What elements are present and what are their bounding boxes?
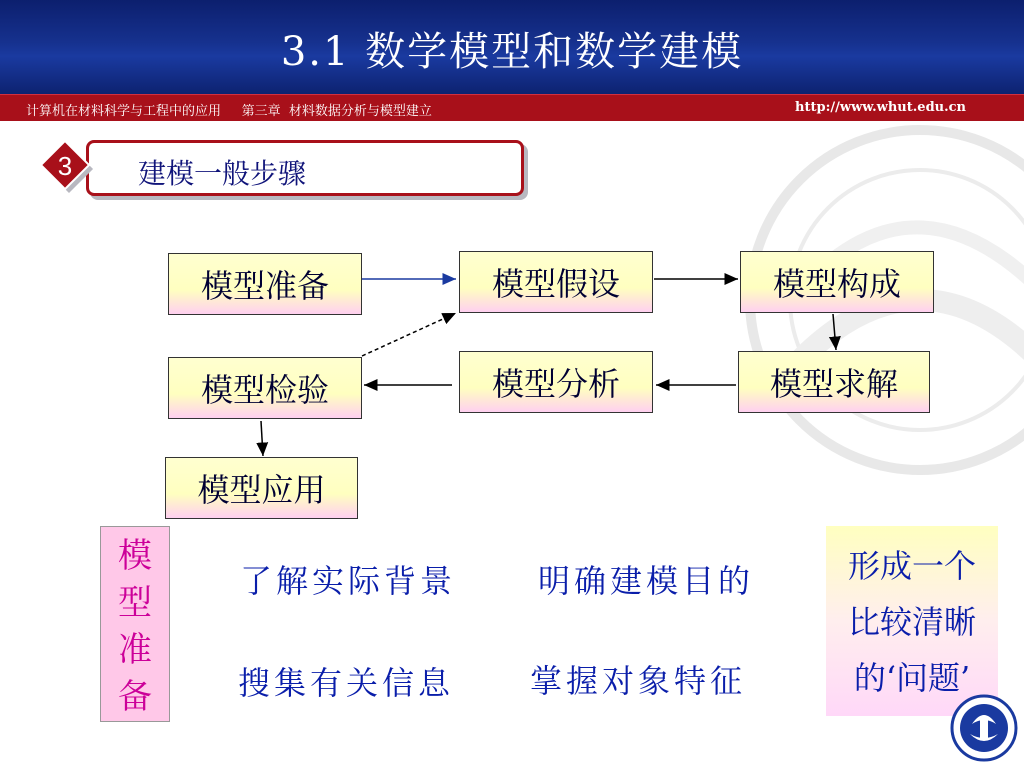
result-line: 形成一个 bbox=[847, 547, 976, 585]
box-model-analyze: 模型分析 bbox=[459, 351, 653, 413]
side-char: 模 bbox=[118, 536, 152, 576]
site-url[interactable]: http://www.whut.edu.cn bbox=[795, 100, 966, 115]
slide-title: 3.1 数学模型和数学建模 bbox=[280, 29, 744, 75]
side-char: 型 bbox=[118, 583, 152, 623]
box-model-solve: 模型求解 bbox=[738, 351, 930, 413]
university-logo-icon bbox=[950, 694, 1018, 762]
step-title: 建模一般步骤 bbox=[138, 157, 307, 190]
result-problem-box bbox=[826, 526, 998, 716]
text-grasp-features: 掌握对象特征 bbox=[530, 662, 747, 700]
box-model-apply: 模型应用 bbox=[165, 457, 358, 519]
arrow-test-apply bbox=[261, 421, 263, 456]
result-line: 比较清晰 bbox=[847, 603, 976, 641]
text-understand-background: 了解实际背景 bbox=[240, 562, 457, 600]
side-char: 备 bbox=[118, 677, 152, 717]
model-prepare-vertical-label bbox=[100, 526, 170, 722]
text-clarify-purpose: 明确建模目的 bbox=[538, 562, 755, 600]
box-model-test: 模型检验 bbox=[168, 357, 362, 419]
course-chapter-text: 计算机在材料科学与工程中的应用 第三章 材料数据分析与模型建立 bbox=[26, 104, 432, 119]
text-collect-info: 搜集有关信息 bbox=[238, 664, 455, 702]
box-model-assume: 模型假设 bbox=[459, 251, 653, 313]
result-line: 的‘问题’ bbox=[853, 659, 971, 697]
side-char: 准 bbox=[118, 630, 152, 670]
arrow-test-assume-dashed bbox=[362, 313, 456, 356]
arrow-construct-solve bbox=[833, 314, 836, 350]
step-number: 3 bbox=[57, 151, 73, 181]
box-model-construct: 模型构成 bbox=[740, 251, 934, 313]
box-model-prepare: 模型准备 bbox=[168, 253, 362, 315]
